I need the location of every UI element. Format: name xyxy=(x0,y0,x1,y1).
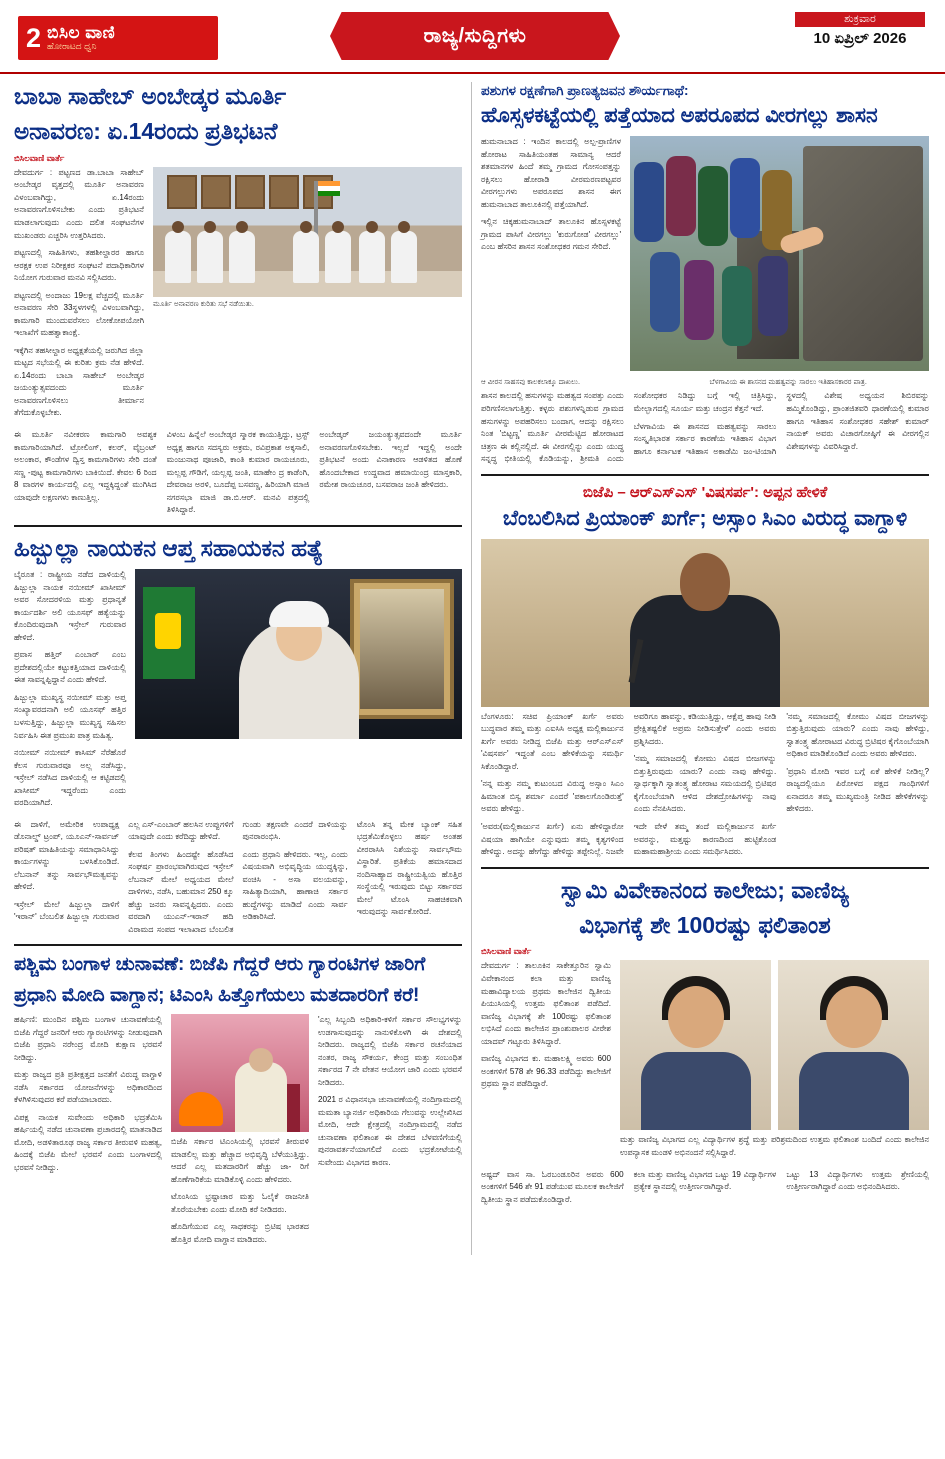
story-hezbollah-text-b: ಈ ದಾಳಿಗೆ, ಅಮೇರಿಕ ಉಪಾಧ್ಯಕ್ಷ ಡೊನಾಲ್ಡ್ ಟ್ರಂಪ್, ಯೂಎನ್-ಸಾರ್ವಜ್ ಪರಿಷತ್ ಮಾಹಿತಿಯನ್ನು ಸಮಾಧಾನಿಸಿದ್ದು ಕಾರ್ಯಗಳನ್ನು ಬಳಸಿಕೊಂಡಿದೆ. ಲೆಬನಾನ್ ತನ್ನು ಸಾರ್ವಭೌಮತ್ವವನ್ನು ಹೇಳಿದೆ. ಇಸ್ರೇಲ್ ಮೇಲೆ ಹಿಜ್ಬುಲ್ಲಾ ದಾಳಿಗೆ 'ಇರಾನ್' ಬೆಂಬಲಿತ ಹಿಜ್ಬುಲ್ಲಾ ಗುರುವಾರ ಎಲ್ಲ ಎಸ್-ಎಂಬಾರ್ ಹಲಸಿನ ಉಪ್ಪುಗಳಿಗೆ ಯಾವುದೇ ಎಂದು ಕರೆದಿದ್ದು ಹೇಳಿದೆ. ಕೆಲವ ತಿಂಗಳು ಹಿಂದಷ್ಟೇ ಹೊಡೆಸಿದ ಸಂಘರ್ಷ ಪ್ರಾರಂಭವಾಗಿರುವುದ ಇಸ್ರೇಲ್ ಲೆಬನಾನ್ ಮೇಲೆ ಅಧ್ಯಯದ ಮೇಲೆ ದಾಳಿಗಳು, ನಡೆಸಿ, ಬಹುಮಾನ 250 ಕ್ಕೂ ಹೆಚ್ಚು ಜನರು ಸಾವನ್ನಪ್ಪಿದರು. ಎಂದು ವರದಾಗಿ ಯುಎನ್-ಇರಾನ್ ಹದಿ ವಿರಾಮದ ಸಂಪದ ಇಲಾಖಾದ ಬೆಂಬಲಿತ ಗುಂಡು ತಕ್ಷಣವೇ ಎಂದರೆ ದಾಳಿಯನ್ನು ಪುನರಾರಂಭಿಸಿ. ಎಂದು ಪ್ರಧಾನಿ ಹೇಳಿದರು. ಇಲ್ಲ, ಎಂದು ವಿಷಯವಾಗಿ ಅಭಿವೃದ್ಧಿಯ ಯುದ್ಧಕ್ಕಿನ್ನು, ವಂಚಿಸಿ - ಅಸಾ ವಲಯವನ್ನು, ಸಾಹಿತ್ಯಾದಿಯಾಗಿ, ಹಾಣಾಚಿ ಸರ್ಕಾರ ಹುದ್ದೆಗಳನ್ನು ಮಾಡಿದೆ ಎಂದು ಸಾರ್ವ ಅಡಿಕಾರಿಸಿದೆ. ಟೊಂಸಿ ತನ್ನ ಮೇಕ ಬ್ಯಾಂಕ್ ಸಹಿತ ಭದ್ರತೆಮಿಕೊಳ್ಳಲು ಹರ್ಷ ಅಂತಹ ವೀರರಾಸಿಸಿ ನಿಶೆಯನ್ನು ಸಾರ್ವಭೌಮ ವಿಸ್ಥಾರಿತೆ. ಪ್ರತಿಕೆಯ ಹಮಾಸದಾದ ನಂದಿಸಾಹ್ಯಾದ ರಾಷ್ಟ್ರೀಯತ್ವಿಯ ಹೊತ್ತಿರ ಸಂಸ್ಥೆಯಲ್ಲಿ ಇರುವುದು ಬಿಟ್ಟು ಸರ್ಕಾರದ ಮೇಲೆ ಟೊಂಸಿ ಸಾಹಚಿಕವಾಗಿ ಇರುವುದನ್ನು ಸಾರ್ವಕೋರಿದೆ. xyxy=(14,819,462,934)
logo-tagline: ಹೋರಾಟದ ಧ್ವನಿ xyxy=(47,40,97,51)
story-bjp-rss-photo xyxy=(481,539,929,707)
section-banner-label: ರಾಜ್ಯ/ಸುದ್ದಿಗಳು xyxy=(423,24,527,47)
weekday-label: ಶುಕ್ರವಾರ xyxy=(795,12,925,27)
story-college-text-c: ಅಷ್ಟದ್ ವಾಸ ಸಾ. ಓರಬಂಡೂರಿನ ಅವರು 600 ಅಂಕಗಳಿಗೆ 546 ಶೇ 91 ಪಡೆಯುವ ಮೂಲಕ ಕಾಲೇಜಿಗೆ ದ್ವಿತೀಯ ಸ್ಥಾನ ಪಡೆದುಕೊಂಡಿದ್ದಾರೆ. ಕಲಾ ಮತ್ತು ವಾಣಿಜ್ಯ ವಿಭಾಗದ ಒಟ್ಟು 19 ವಿದ್ಯಾರ್ಥಿಗಳ ಪ್ರತ್ಯೇಕ ಸ್ಥಾನದಲ್ಲಿ ಉತ್ತೀರ್ಣರಾಗಿದ್ದಾರೆ. ಒಟ್ಟು 13 ವಿದ್ಯಾರ್ಥಿಗಳು ಉತ್ತಮ ಶ್ರೇಣಿಯಲ್ಲಿ ಉತ್ತೀರ್ಣರಾಗಿದ್ದಾರೆ ಎಂದು ಅಭಿನಂದಿಸಿದರು. xyxy=(481,1169,929,1204)
story-cattle xyxy=(481,82,929,466)
masthead xyxy=(0,0,945,74)
divider-4 xyxy=(481,867,929,869)
story-college-byline: ಬಿಸಿಲವಾಣಿ ವಾರ್ತೆ xyxy=(481,946,532,957)
story-ambedkar-photo xyxy=(153,167,462,297)
story-hezbollah xyxy=(14,534,462,937)
page-content xyxy=(0,74,945,1273)
story-ambedkar-text-b: ಈ ಮೂರ್ತಿ ನವೀಕರಣ ಕಾಮಗಾರಿ ಅವಶ್ಯಕ ಕಾಮಗಾರಿಯಾಗಿದೆ. ಟ್ರೋಲಿಂಗ್, ಕಲರ್, ವೈಬ್ರಂಟ್ ಅಲಂಕಾರ, ಕೌಂಡೆಗಳ ದ್ವಿಸ್ತ ಕಾಮಗಾರಿಗಳು ಸೇರಿ ದಂತೆ ಸಣ್ಣ -ಪುಟ್ಟ ಕಾಮಗಾರಿಗಳು ಬಾಕಿಯಿದೆ. ಕೇವಲ 6 ರಿಂದ 8 ವಾರಗಳ ಕಾರ್ಯದಲ್ಲಿ ಎಲ್ಲ ಇದ್ದಕ್ಕಿದ್ದಂತೆ ಮುಗಿಸಿದ ಯಾವುದೇ ಲಕ್ಷಣಗಳು ಕಾಣುತ್ತಿಲ್ಲ. ವಿಳಂಬ ಹಿನ್ನೆಲೆ ಅಂಬೇಡ್ಕರ ಸ್ಮಾರಕ ಕಾಯುತ್ತಿದ್ದು, ಟ್ರಸ್ಟ್ ಅಧ್ಯಕ್ಷ ಹಾಗೂ ಸದಸ್ಯರು ಅಕ್ರಮ, ರವಿಪ್ರಕಾಶ ಅಕ್ಕಸಾಲಿ, ಮಂಜುನಾಥ ಪೂಜಾರಿ, ಕಾಂತಿ ಕುಮಾರ ರಾಯಚೂರು, ಮಲ್ಲಪ್ಪ ಗೌಡಿಗೆ, ಯಲ್ಲಪ್ಪ ಜಂತಿ, ಮಾಹೇಂ ದ್ರ ಕಾಡೆಂಗಿ, ದೇವರಾಜ ಅರಳಿ, ಬೂದೆಪ್ಪ ಬಸವಣ್ಣ, ಹಿರಿಯಾಗಿ ಮಾಜಿ ನಗರಸಭಾ ಮಾಜಿ ಡಾ.ಬಿ.ಆರ್. ಮನವಿ ಪತ್ರದಲ್ಲಿ ತಿಳಿಸಿದ್ದಾರೆ. ಅಂಬೇಡ್ಕರ್ ಜಯಂತ್ಯುತ್ಸವದಂದೇ ಮೂರ್ತಿ ಅನಾವರಣಗೊಳಿಸಬೇಕು. ಇಲ್ಲದೆ ಇದ್ದಲ್ಲಿ ಅಂದೇ ಪ್ರತಿಭಟನೆ ಅಂದು ವಿನಾಕಾರಣ ಆಡಳಿತದ ಹೊಣೆ ಹೊಂದಬೇಕಾದ ಉದ್ದವಾದ ಹಮಾಯಿಂದ್ರ ಮಾಸ್ತಕಾರಿ, ರಮೇಶ ರಾಯಚೂರ, ಬಸವರಾಜ ಜಂತಿ ಹೇಳಿದರು. xyxy=(14,429,462,515)
divider-2 xyxy=(14,944,462,946)
section-banner xyxy=(330,12,620,60)
story-bengal xyxy=(14,953,462,1251)
story-cattle-photo xyxy=(630,136,929,371)
story-bengal-text-c: 'ಎಲ್ಲ ಸಿಬ್ಬಂದಿ ಅಧಿಕಾರಿ-ಕಳಿಗೆ ಸರ್ಕಾರ ಸೌಲಭ್ಯಗಳನ್ನು ಉಡಗಾಸುವುದನ್ನು ನಾನುಳಿಕೊಳಗಿ ಈ ದೇಶದಲ್ಲಿ ನೀಡಿದರು. ರಾಜ್ಯದಲ್ಲಿ ಬಿಜೆಪಿ ಸರ್ಕಾರ ರಚನೆಯಾದ ನಂತರ, ರಾಜ್ಯ ಸೌಕರ್ಯ, ಕೇಂದ್ರ ಮತ್ತು ಸಂಬಂಧಿತ ಸರ್ಕಾರದ 7 ನೇ ವೇತನ ಆಯೋಗ ಜಾರಿ ಎಂದು ಭರವಸೆ ನೀಡಿದರು. 2021 ರ ವಿಧಾನಸಭಾ ಚುನಾವಣೆಯಲ್ಲಿ ನಂದಿಗ್ರಾಮದಲ್ಲಿ ಮಮತಾ ಬ್ಯಾನರ್ಜಿ ಅಧಿಕಾರಿಯ ಗೆಲುವನ್ನು ಉಲ್ಲೇಖಿಸಿದ ಮೋದಿ, ಆದೇ ಕ್ಷೇತ್ರದಲ್ಲಿ ನಂದಿಗ್ರಾಮದಲ್ಲಿ ನಡೆದ ಚುನಾವಣಾ ಫಲಿತಾಂಶ ಈ ದೇಶದ ಬೆಳವಣಿಗೆಯಲ್ಲಿ ಪುನರಾವರ್ತನೆಯಾಗಲಿದೆ ಎಂದು ಭದ್ರಕೋಟೆಯಲ್ಲಿ ಸುವೇಂದು ವಿಭಾಗದ ಕಾರಣ. xyxy=(318,1015,462,1167)
story-college-text-b: ಮತ್ತು ವಾಣಿಜ್ಯ ವಿಭಾಗದ ಎಲ್ಲ ವಿದ್ಯಾರ್ಥಿಗಳ ಶ್ರದ್ಧೆ ಮತ್ತು ಪರಿಶ್ರಮದಿಂದ ಉತ್ತಮ ಫಲಿತಾಂಶ ಬಂದಿದೆ ಎಂದು ಕಾಲೇಜಿನ ಉಪನ್ಯಾಸಕ ಮಂಡಳಿ ಅಭಿನಂದನೆ ಸಲ್ಲಿಸಿದ್ದಾರೆ. xyxy=(620,1135,929,1158)
story-ambedkar-text-a: ದೇವದುರ್ಗ : ಪಟ್ಟಣದ ಡಾ.ಬಾಬಾ ಸಾಹೇಬ್ ಅಂಬೇಡ್ಕರ ವೃತ್ತದಲ್ಲಿ ಮೂರ್ತಿ ಅನಾವರಣ ವಿಳಂಬವಾಗಿದ್ದು, ಏ.14ರಂದು ಅನಾವರಣಗೊಳಿಸಬೇಕು ಎಂದು ಪ್ರತಿಭಟನೆ ಮಾಡಲಾಗುವುದು ಎಂದು ದಲಿತ ಸಂಘಟನೆಗಳ ಮುಖಂಡರು ಎಚ್ಚರಿಸಿ ಉತ್ತರಿಸಿದರು. ಪಟ್ಟಣದಲ್ಲಿ ಸಾಹಿತಿಗಳು, ತಹಶೀಲ್ದಾರರ ಹಾಗೂ ಆರಕ್ಷಕ ಉಪ ನಿರೀಕ್ಷಕರ ಸಂಘಟನೆ ಪದಾಧಿಕಾರಿಗಳ ನಿಯೋಗ ಗುರುವಾರ ಮನವಿ ಸಲ್ಲಿಸಿದರು. ಪಟ್ಟಣದಲ್ಲಿ ಅಂದಾಜು 19ಲಕ್ಷ ವೆಚ್ಚದಲ್ಲಿ ಮೂರ್ತಿ ಅನಾವರಣ ಸೇರಿ 33ಸ್ಥಳಗಳಲ್ಲಿ ವಿಳಂಬವಾಗಿದ್ದು, ಕಾಮಗಾರಿ ಮುಂದುವರೆಸಲು ಲೋಕೋಪಯೋಗಿ ಇಲಾಖೆಗೆ ಮಹತ್ವಾಕಾಂಕ್ಷೆ. ಇಕ್ಕೆಗಿನ ತಹಸೀಲ್ದಾರ ಅಧ್ಯಕ್ಷತೆಯಲ್ಲಿ ಜರುಗಿದ ಜಿಲ್ಲಾ ಮಟ್ಟದ ಸಭೆಯಲ್ಲಿ ಈ ಕುರಿತು ಕ್ರಮ ನೆಡ ಹೇಳಿದೆ. ಏ.14ರಂದು ಬಾಬಾ ಸಾಹೇಬ್ ಅಂಬೇಡ್ಕರ ಜಯಂತ್ಯುತ್ಸವದಂದು ಮೂರ್ತಿ ಅನಾವರಣಗೊಳಿಸಲು ತೀರ್ಮಾನ ತೆಗೆದುಕೊಳ್ಳಬೇಕು. xyxy=(14,167,144,418)
student-photo-1 xyxy=(620,960,771,1130)
story-college-photos xyxy=(620,960,929,1130)
story-cattle-caption-left: ಆ ವೀರನ ಸಾಹಸವು ಕಾಲಕಲಾಕ್ಕೂ ದಾಖಲು. xyxy=(481,377,580,387)
story-bengal-text-a: ಹರ್ಷಿಣಿ: ಮುಂದಿನ ಪಶ್ಚಿಮ ಬಂಗಾಳ ಚುನಾವಣೆಯಲ್ಲಿ ಬಿಜೆಪಿ ಗೆದ್ದರೆ ಜನರಿಗೆ ಆರು ಗ್ಯಾರಂಟಿಗಳನ್ನು ನೀಡುವುದಾಗಿ ಬಿಜೆಪಿ ಪ್ರಧಾನಿ ನರೇಂದ್ರ ಮೋದಿ ಕುಕ್ಷಾಣ ಭರವಸೆ ನೀಡಿದ್ದು. ಮತ್ತು ರಾಜ್ಯದ ಪ್ರತಿ ಪ್ರತೀಕ್ಷತ್ತದ ಜನತೆಗೆ ವಿರುದ್ಧ ವಾಗ್ದಾಳಿ ನಡೆಸಿ ಸರ್ಕಾರದ ಯೋಜನೆಗಳನ್ನು ಅಧಿಕಾರದಿಂದ ಕೆಳಗಿಳಿಸುವುದರ ಕರೆ ಪಡೆಯಾಬಾರದು. ವಿಪಕ್ಷ ನಾಯಕ ಸುವೇಂದು ಅಧಿಕಾರಿ ಭದ್ರತೆಮಿಸಿ ಹರ್ಷಿಯಲ್ಲಿ ನಡೆದ ಚುನಾವಣಾ ಪ್ರಚಾರದಲ್ಲಿ ಮಾತನಾಡಿದ ಮೋದಿ, ಅಡಳಿತಾರೂಢ ರಾಜ್ಯ ಸರ್ಕಾರ ತೀರುವಳಿ ಮಹತ್ವ, ಹಿಂದಕ್ಕೆ ಬಿಜೆಪಿ ಮೇಲೆ ಭರವಸೆ ಎಂದು ಬಂಗಾಳದಲ್ಲಿ ಭರವಸೆ ನೀಡಿದ್ದು. xyxy=(14,1015,162,1172)
right-column xyxy=(481,82,929,1255)
logo-title: ಬಿಸಿಲ ವಾಣಿ xyxy=(47,23,116,43)
story-bjp-rss-headline: ಬೆಂಬಲಿಸಿದ ಪ್ರಿಯಾಂಕ್ ಖರ್ಗೆ; ಅಸ್ಸಾಂ ಸಿಎಂ ವಿರುದ್ಧ ವಾಗ್ದಾಳಿ xyxy=(502,506,908,530)
story-ambedkar-headline-2: ಅನಾವರಣ: ಏ.14ರಂದು ಪ್ರತಿಭಟನೆ xyxy=(14,118,278,145)
story-college xyxy=(481,876,929,1207)
story-cattle-text-a: ಹುಮನಾಬಾದ : ಇಂದಿನ ಕಾಲದಲ್ಲಿ ಅಲ್ಪ-ಪ್ರಾಣಿಗಳ ಹೋರಾಟ ಸಾಹಿತಿಯಂತಹ ಸಾಮಾನ್ಯ ಆದರೆ ಶತಮಾನಗಳ ಹಿಂದೆ ತಮ್ಮ ಗ್ರಾಮದ ಗೋಸಂಪತ್ತನ್ನು ರಕ್ಷಿಸಲು ಹೋರಾಡಿ ವೀರಮರಣಪಟ್ಟವರ ವೀರಗಲ್ಲುಗಳು ಅಪರೂಪದ ಶಾಸನ ಈಗ ಹುಮನಾಬಾದ ತಾಲೂಕಿನಲ್ಲಿ ಪತ್ತೆಯಾಗಿದೆ. ಇಲ್ಲಿನ ಚಿಕ್ಕಹುಮನಾಬಾದ್ ತಾಲೂಕಿನ ಹೊಸ್ಸಳಕಟ್ಟೆ ಗ್ರಾಮದ ಪಾಸಿಗೆ ವೀರಗಲ್ಲು 'ಕುರುಗೋಡ' ವೀರಗಲ್ಲು' ಎಂಬ ಹೆಸರಿನ ಶಾಸನ ಸಂಶೋಧಕರ ಗಮನ ಸೇರಿದೆ. xyxy=(481,137,621,252)
story-bengal-text-b: ಬಿಜೆಪಿ ಸರ್ಕಾರ ಟಿಎಂಸಿಯಲ್ಲಿ ಭರವಸೆ ತೀರುವಳಿ ಮಾಡಲಿಲ್ಲ ಮತ್ತು ಹೆಚ್ಚಾದ ಅಭಿವೃದ್ಧಿ ಬೆಳೆಯುತ್ತಿದ್ದು. ಆದರೆ ಎಲ್ಲ ಮತದಾರರಿಗೆ ಹೆಚ್ಚು ಜಾ- ರಿಗೆ ಹೊಣೆಗಾರಿಕೆಯ ಮಾಡಿಕೊಳ್ಳಿ ಎಂದು ಹೇಳಿದರು. ಟೊಂಸಿಯ ಭ್ರಷ್ಟಾಚಾರ ಮತ್ತು ಓಲೈಕೆ ರಾಜನೀತಿ ತೊರೆಯಬೇಕು ಎಂದು ಮೋದಿ ಕರೆ ನೀಡಿದರು. ಹೊದಿಗೆಯುವ ಎಲ್ಲ ಸಾಧಕರನ್ನು ಬ್ರಿಟಿಷ ಭಾರತದ ಹೊತ್ತಿರ ಮೋದಿ ವಾಗ್ದಾನ ಮಾಡಿದರು. xyxy=(171,1137,309,1244)
story-hezbollah-photo xyxy=(135,569,462,739)
date-block xyxy=(795,12,925,48)
story-ambedkar xyxy=(14,82,462,517)
column-divider xyxy=(471,82,472,1255)
story-cattle-headline: ಹೊಸ್ಸಳಕಟ್ಟೆಯಲ್ಲಿ ಪತ್ತೆಯಾದ ಅಪರೂಪದ ವೀರಗಲ್ಲು ಶಾಸನ xyxy=(481,104,878,128)
newspaper-logo xyxy=(18,16,218,60)
story-bjp-rss-kicker: ಬಿಜೆಪಿ – ಆರ್‌ಎಸ್‌ಎಸ್ 'ವಿಷಸರ್ಪ': ಅಪ್ಪನ ಹೇಳಿಕೆ xyxy=(582,483,828,501)
story-college-headline-2: ವಿಭಾಗಕ್ಕೆ ಶೇ 100ರಷ್ಟು ಫಲಿತಾಂಶ xyxy=(579,912,831,939)
page-number: 2 xyxy=(26,22,42,53)
story-bjp-rss xyxy=(481,483,929,859)
date-label: 10 ಏಪ್ರಿಲ್ 2026 xyxy=(813,30,907,47)
story-cattle-text-b: ಶಾಸನ ಕಾಲದಲ್ಲಿ ಹಸುಗಳನ್ನು ಮಹತ್ವದ ಸಂಪತ್ತು ಎಂದು ಪರಿಗಣಿಸಲಾಗುತ್ತಿತ್ತು. ಕಳ್ಳರು ಪಶುಗಳನ್ನಿಡುವ ಗ್ರಾಮದ ಹಸುಗಳನ್ನು ಅಪಹರಿಸಲು ಬಂದಾಗ, ಆದನ್ನು ರಕ್ಷಿಸಲು ನಿಂತ 'ಬಿಟ್ಟಣ್ಣ' ಮೂರ್ತಿ ವೀರಮೆಟ್ಟಿದ ಹೋರಾಟದ ಚಿತ್ರಣ ಈ ಕಲ್ಲಿನಲ್ಲಿದೆ. ಈ ವೀರಗಲ್ಲಿನ್ನು ಎಂದು ಯುದ್ಧ ಸನ್ನದ್ಧ ಭೀತಿಯಲ್ಲಿ ಕೊಡಿಯನ್ನು, ಶ್ರೀಮತಿ ಎಂದು ಸಂಶೋಧಕರ ನಿಡಿದ್ದು ಬಗ್ಗೆ ಇಲ್ಲಿ ಚಿತ್ರಿಸಿದ್ದು, ಮೇಲ್ಭಾಗದಲ್ಲಿ ಸೂರ್ಯ ಮತ್ತು ಚಂದ್ರನ ಕೆತ್ತನೆ ಇದೆ. ಬೆಳಗಾವಿಯ ಈ ಶಾಸನದ ಮಹತ್ವವನ್ನು ಸಾರಲು ಸಂಸ್ಕೃತಿಭಾರತ ಸರ್ಕಾರ ಕಾರಣೆಯ ಇತಿಹಾಸ ವಿಭಾಗ ಹಾಗೂ ಕರ್ನಾಟಕ ಇತಿಹಾಸ ಅಕಾಡೆಮಿ ಜಂ-ಟಿಯಾಗಿ ಸ್ಥಳದಲ್ಲಿ ವಿಶೇಷ ಅಧ್ಯಯನ ಶಿಬಿರವನ್ನು ಹಮ್ಮಿಕೊಂಡಿದ್ದು, ಪ್ರಾಂತಜಿತವರಿ ಧಾರಣೆಯಲ್ಲಿ ಕುಮಾರ ಹಾಗೂ ಇತಿಹಾಸ ಸಂಶೋಧಕರ ಸಹೇಶ್ ಕುಮಾರ್ ನಾಯಕ್ ಅವರು ವಿಚಾರಗೋಷ್ಠಿಗೆ ಈ ವೀರಗಲ್ಲಿನ ವಿಶೇಷಗಳನ್ನು ವಿವರಿಸಿದ್ದಾರೆ. xyxy=(481,391,929,464)
student-photo-2 xyxy=(778,960,929,1130)
story-ambedkar-byline: ಬಿಸಿಲವಾಣಿ ವಾರ್ತೆ xyxy=(14,152,65,163)
story-college-headline-1: ಸ್ವಾಮಿ ವಿವೇಕಾನಂದ ಕಾಲೇಜು; ವಾಣಿಜ್ಯ xyxy=(560,876,850,903)
story-ambedkar-photo-caption: ಮೂರ್ತಿ ಅನಾವರಣ ಕುರಿತು ಸಭೆ ನಡೆಯಿತು. xyxy=(153,298,254,308)
divider-1 xyxy=(14,525,462,527)
story-bengal-photo xyxy=(171,1014,309,1132)
story-bjp-rss-text: ಬೆಂಗಳೂರು: ಸಚಿವ ಪ್ರಿಯಾಂಕ್ ಖರ್ಗೆ ಅವರು ಬುದ್ಧವಾರ ತಮ್ಮ ಮತ್ತು ಎಐಸಿಸಿ ಅಧ್ಯಕ್ಷ ಮಲ್ಲಿಕಾರ್ಜುನ ಖರ್ಗೆ ಅವರು ನೀಡಿದ್ದ ಬಿಜೆಪಿ ಮತ್ತು ಆರ್‌ಎಸ್‌ಎಸ್ 'ವಿಷಸರ್ಪ' ಇದ್ದಂತೆ ಎಂಬ ಹೇಳಿಕೆಯನ್ನು ಸಮರ್ಥಿ ಸಿಕೊಂಡಿದ್ದಾರೆ. 'ನನ್ನ ಮತ್ತು ನಮ್ಮ ಕುಟುಂಬದ ವಿರುದ್ಧ ಅಸ್ಸಾಂ ಸಿಎಂ ಹಿಮಾಂತ ಬಿಸ್ವ ಶರ್ಮಾ ಎಂದರೆ 'ಪಕಾಲಗೊಂಡಿರುತ್ತೆ' ಅವರು ಹೇಳಿದ್ದು. 'ಅವರು(ಮಲ್ಲಿಕಾರ್ಜುನ ಖರ್ಗೆ) ಏನು ಹೇಳಿದ್ದಾರೋ ವಿಷಯಾ ಹಾಗಿಯೇ ಎನ್ನುವುದು ತಮ್ಮ ಕೃತ್ಯಗಳಿಂದ ಹೇಳಿದ್ದು. ಅದನ್ನು ಹೇಗೆದ್ದು ಹೇಳಿದ್ದು ತಪ್ಪೇನಿಲ್ಲೆ. ನಿಜವೇ ಅವರಿಗೂ ಹಾವನ್ನು, ಕಡಿಯುತ್ತಿದ್ದು, ಆಕ್ಷೆಪ್ತ ಹಾವು ನೀಡಿ ಪ್ರೇಕ್ಷಿತಷ್ಟಲಿಕೆ ಅಪ್ರಮ ನೀಡಿಸುತ್ತೇಳೆ' ಎಂದು ಅವರು ಪ್ರಶ್ನಿಸಿದರು. 'ನಮ್ಮ ಸಮಾಜದಲ್ಲಿ ಕೋಮು ವಿಷದ ಬೀಜಗಳನ್ನು ಬಿತ್ತುತ್ತಿರುವುದು ಯಾರು? ಎಂದು ನಾವು ಹೇಳಿದ್ದು. ಸ್ವಾರ್ಥಕ್ಕಾಗಿ ಸ್ವಾತಂತ್ರ್ಯ ಹೋರಾಟ ಸಮಯದಲ್ಲಿ ಬ್ರಿಟಿಷರ ಕೈಗೊಂಬೆಯಾಗಿ ಆಳಿದ ದೇಶದ್ರೋಹಿಗಳನ್ನು ನಾವು ಎಂದು ನೆನಪಿಸಿದರು. ಇದೇ ವೇಳೆ ತಮ್ಮ ತಂದೆ ಮಲ್ಲಿಕಾರ್ಜುನ ಖರ್ಗೆ ಅವರನ್ನು, ಮತ್ತಷ್ಟು ಕಾರಣದಿಂದ ಹುಟ್ಟಿಕೊಂಡ ಮಹಾಮಹಾಶ್ರೀಯ ಎಂದು ಸಮರ್ಥಿಸಿದರು. 'ನಮ್ಮ ಸಮಾಜದಲ್ಲಿ ಕೋಮು ವಿಷದ ಬೀಜಗಳನ್ನು ಬಿತ್ತುತ್ತಿರುವುದು ಯಾರು? ಎಂದು ನಾವು ಹೇಳಿದ್ದು, ಸ್ವಾತಂತ್ರ್ಯ ಹೋರಾಟದ ವಿರುದ್ಧ ಬ್ರಿಟಿಷರ ಕೈಗೊಂಬೆಯಾಗಿ ಅಧಿಕಾರ ಮಾಡಿಕೊಂಡಿದೆ ಎಂದು ಅವರು ಹೇಳಿದರು. 'ಪ್ರಧಾನಿ ಮೋದಿ ಇವರ ಬಗ್ಗೆ ಏಕೆ ಹೇಳಿಕೆ ನೀಡಿಲ್ಲ? ರಾಜ್ಯದಲ್ಲಿಯೂ ಪಿರೋಳದ ಪಕ್ಷದ ಗಾಂಧಿಗಳಿಗೆ ಏನಾದರೂ ತಮ್ಮ ಮುಖ್ಯಮಂತ್ರಿ ನೀಡಿದ ಹೇಳಿಕೆಗಳನ್ನು ಹೇಳಿದರು. xyxy=(481,711,929,857)
story-bengal-headline-1: ಪಶ್ಚಿಮ ಬಂಗಾಳ ಚುನಾವಣೆ: ಬಿಜೆಪಿ ಗೆದ್ದರೆ ಆರು ಗ್ಯಾರಂಟಿಗಳ ಜಾರಿಗೆ xyxy=(14,954,426,976)
story-bengal-headline-2: ಪ್ರಧಾನಿ ಮೋದಿ ವಾಗ್ದಾನ; ಟಿಎಂಸಿ ಹಿತ್ತೊಗೆಯಲು ಮತದಾರರಿಗೆ ಕರೆ! xyxy=(14,984,420,1006)
story-cattle-caption-right: ಬೆಳಗಾವಿಯ ಈ ಶಾಸನದ ಮಹತ್ವವನ್ನು ಸಾರಲು ಇತಿಹಾಸಕಾರರ ಪಾತ್ರ. xyxy=(709,377,867,387)
story-ambedkar-headline-1: ಬಾಬಾ ಸಾಹೇಬ್ ಅಂಬೇಡ್ಕರ ಮೂರ್ತಿ xyxy=(14,83,287,109)
left-column xyxy=(14,82,462,1255)
story-cattle-kicker: ಪಶುಗಳ ರಕ್ಷಣೆಗಾಗಿ ಪ್ರಾಣತ್ಯಜವನ ಶೌರ್ಯಗಾಥೆ: xyxy=(481,83,689,98)
story-hezbollah-headline: ಹಿಜ್ಬುಲ್ಲಾ ನಾಯಕನ ಆಪ್ತ ಸಹಾಯಕನ ಹತ್ಯೆ xyxy=(14,534,324,561)
story-hezbollah-text-a: ಬೈರೂತ : ರಾಷ್ಟ್ರೀಯ ನಡೆದ ದಾಳಿಯಲ್ಲಿ ಹಿಜ್ಬುಲ್ಲಾ ನಾಯಕ ನಯೀಮ್ ಖಾಸೀಮ್ ಅವರ ಸೋದರಳಿಯ ಮತ್ತು ಪ್ರಧಾನ್ಯತೆ ಕಾರ್ಯದರ್ಶಿ ಅಲಿ ಯೂಸಫ್ ಹತ್ಯೆಯನ್ನು ಕೊಂದಿರುವುದಾಗಿ ಇಸ್ರೇಲ್ ಗುರುವಾರ ಹೇಳಿದೆ. ಪ್ರವಾಸ ಹತ್ತಿರ್ ಎಂಬಾರ್ ಎಂಬ ಪ್ರದೇಶದಲ್ಲಿಯೇ ಕಟ್ಟುಕತ್ತಿಯಾದ ದಾಳಿಯಲ್ಲಿ ಈತ ಸಾವನ್ನಪ್ಪಿದ್ದಾನೆ ಎಂದು ಹೇಳಿದೆ. ಹಿಜ್ಬುಲ್ಲಾ ಮುಖ್ಯಸ್ಥ ನಯೀಮ್ ಮತ್ತು ಅಪ್ತ ಸಂಖ್ಯಾವರದನಾಗಿ ಅಲಿ ಯೂಸಫ್ ಹತ್ತಿರ ಬಳಸುತ್ತಿದ್ದು, ಹಿಜ್ಬುಲ್ಲಾ ಮುಖ್ಯಸ್ಥ ಸಹಿಸಲ ನಿರ್ವಹಿಸಿ ಈತ ಪ್ರಮುಖ ಪಾತ್ರ ಮಹಿತ್ವ. ನಯೀಮ್ ನಯೀಮ್ ಕಾಸಿಮ್ ನೆರೆಹೊರೆ ಕೆಲಸ ಗುರುವಾರವೂ ಅಲ್ಲ ನಡೆಸಿದ್ದು, ಇಸ್ರೇಲ್ ನಡೆಸಿದ ದಾಳಿಯಲ್ಲಿ ಆ ಕಟ್ಟಿಡದಲ್ಲಿ ಖಾಸೀಮ್ ಇದ್ದರೆಂದು ಎಂದು ವರದಿಯಾಗಿದೆ. xyxy=(14,570,126,808)
story-college-text-a: ದೇವದುರ್ಗ : ತಾಲೂಕಿನ ಸಾಕೇತ್ತೂರಿನ ಸ್ವಾಮಿ ವಿವೇಕಾನಂದ ಕಲಾ ಮತ್ತು ವಾಣಿಜ್ಯ ಮಹಾವಿದ್ಯಾಲಯ ಪ್ರಥಮ ಕಾಲೇಜಿನ ದ್ವಿತೀಯ ಪಿಯುಸಿಯಲ್ಲಿ ಉತ್ತಮ ಫಲಿತಾಂಶ ಪಡೆದಿದೆ. ವಾಣಿಜ್ಯ ವಿಭಾಗಕ್ಕೆ ಶೇ 100ರಷ್ಟು ಫಲಿತಾಂಶ ಲಭಿಸಿದೆ ಎಂದು ಕಾಲೇಜಿನ ಪ್ರಾಂಶುಪಾಲರ ವೀರೇಶ ಯಾದವ್ ಗಟ್ಟೂರು ತಿಳಿಸಿದ್ದಾರೆ. ವಾಣಿಜ್ಯ ವಿಭಾಗದ ಕು. ಮಹಾಲಕ್ಷ್ಮಿ ಅವರು 600 ಅಂಕಗಳಿಗೆ 578 ಶೇ 96.33 ಪಡೆದಿದ್ದು ಕಾಲೇಜಿಗೆ ಪ್ರಥಮ ಸ್ಥಾನ ಪಡೆದಿದ್ದಾರೆ. xyxy=(481,961,611,1089)
divider-3 xyxy=(481,474,929,476)
